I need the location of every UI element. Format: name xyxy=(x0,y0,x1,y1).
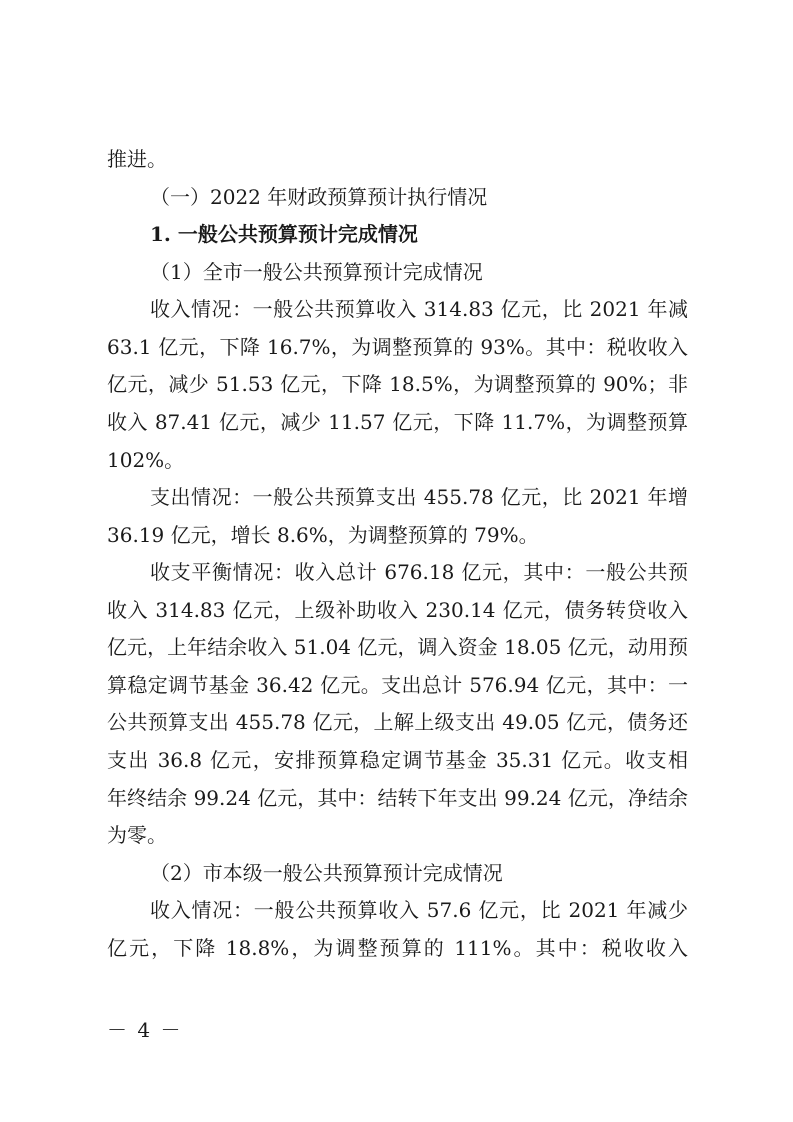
paragraph-line: 收入 314.83 亿元，上级补助收入 230.14 亿元，债务转贷收入 xyxy=(107,597,688,622)
paragraph-line: 收入 87.41 亿元，减少 11.57 亿元，下降 11.7%，为调整预算 xyxy=(107,409,688,434)
document-body xyxy=(107,141,688,967)
paragraph-line: 收入情况：一般公共预算收入 57.6 亿元，比 2021 年减少 xyxy=(150,898,688,923)
paragraph-line: 亿元，减少 51.53 亿元，下降 18.5%，为调整预算的 90%；非 xyxy=(107,372,688,397)
part-2-heading: （2）市本级一般公共预算预计完成情况 xyxy=(150,860,503,885)
paragraph-line: 亿元，上年结余收入 51.04 亿元，调入资金 18.05 亿元，动用预 xyxy=(107,635,688,660)
city-level-income-paragraph xyxy=(107,892,688,967)
balance-paragraph xyxy=(107,554,688,855)
paragraph-line: 支出情况：一般公共预算支出 455.78 亿元，比 2021 年增 xyxy=(150,485,688,510)
paragraph-line: 亿元，下降 18.8%，为调整预算的 111%。其中：税收收入 xyxy=(107,935,688,960)
paragraph-line: 为零。 xyxy=(107,823,167,848)
income-paragraph xyxy=(107,291,688,479)
paragraph-line: 收支平衡情况：收入总计 676.18 亿元，其中：一般公共预 xyxy=(150,560,688,585)
page-number: － 4 － xyxy=(107,1018,183,1042)
part-1-heading: （1）全市一般公共预算预计完成情况 xyxy=(150,259,483,284)
paragraph-line: 年终结余 99.24 亿元，其中：结转下年支出 99.24 亿元，净结余 xyxy=(107,785,688,810)
paragraph-line: 102%。 xyxy=(107,447,185,472)
section-heading: （一）2022 年财政预算预计执行情况 xyxy=(150,184,488,209)
subsection-heading: 1. 一般公共预算预计完成情况 xyxy=(150,222,418,247)
paragraph-line: 36.19 亿元，增长 8.6%，为调整预算的 79%。 xyxy=(107,522,539,547)
paragraph-line: 公共预算支出 455.78 亿元，上解上级支出 49.05 亿元，债务还 xyxy=(107,710,688,735)
paragraph-line: 支出 36.8 亿元，安排预算稳定调节基金 35.31 亿元。收支相 xyxy=(107,748,688,772)
continuation-text: 推进。 xyxy=(107,147,167,171)
paragraph-line: 算稳定调节基金 36.42 亿元。支出总计 576.94 亿元，其中：一 xyxy=(107,672,688,697)
expenditure-paragraph xyxy=(107,479,688,554)
paragraph-line: 收入情况：一般公共预算收入 314.83 亿元，比 2021 年减 xyxy=(150,297,688,322)
paragraph-line: 63.1 亿元，下降 16.7%，为调整预算的 93%。其中：税收收入 xyxy=(107,334,688,359)
